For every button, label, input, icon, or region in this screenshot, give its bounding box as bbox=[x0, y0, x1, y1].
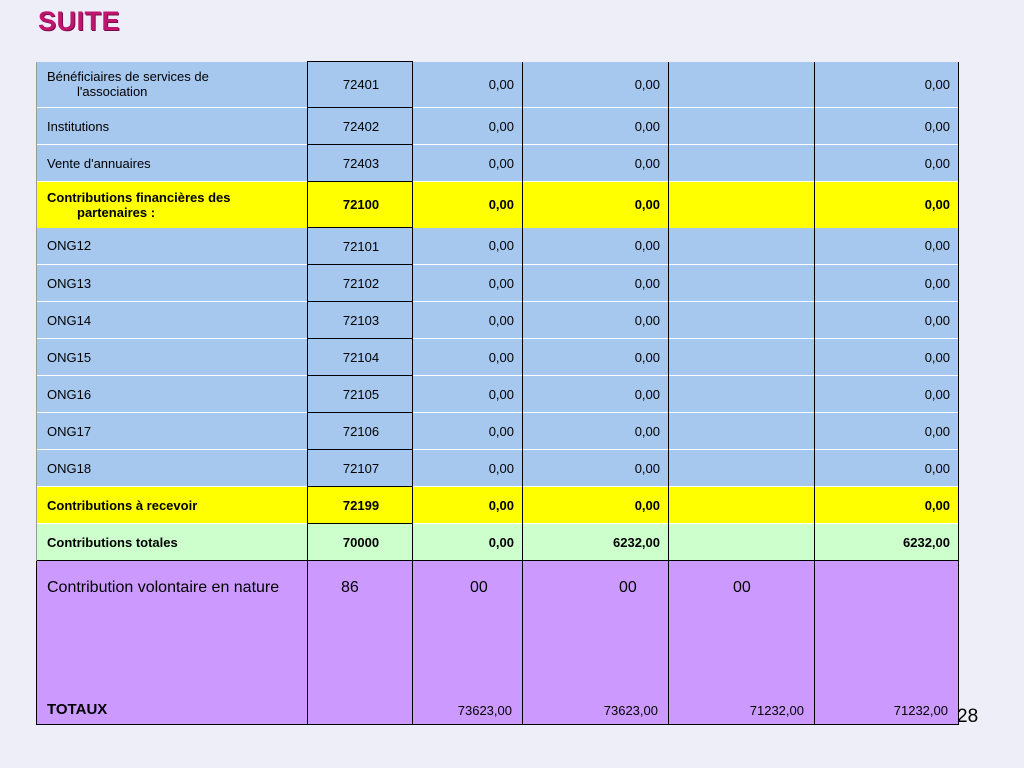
row-code: 72403 bbox=[308, 145, 413, 182]
nature-value: 00 bbox=[619, 579, 637, 596]
row-label: ONG16 bbox=[37, 376, 308, 413]
table-row bbox=[37, 228, 959, 265]
row-value: 0,00 bbox=[413, 265, 523, 302]
table-row bbox=[37, 145, 959, 182]
nature-value: 00 bbox=[470, 579, 488, 596]
row-code: 72105 bbox=[308, 376, 413, 413]
row-value bbox=[669, 376, 815, 413]
row-label: ONG12 bbox=[37, 228, 308, 265]
row-value: 0,00 bbox=[523, 145, 669, 182]
table-row bbox=[37, 265, 959, 302]
row-value: 0,00 bbox=[413, 228, 523, 265]
row-code: 72103 bbox=[308, 302, 413, 339]
row-code: 72402 bbox=[308, 108, 413, 145]
row-value: 0,00 bbox=[815, 413, 959, 450]
row-value bbox=[669, 108, 815, 145]
row-code: 72106 bbox=[308, 413, 413, 450]
row-value: 0,00 bbox=[413, 145, 523, 182]
nature-label: Contribution volontaire en nature bbox=[47, 579, 280, 596]
nature-code: 86 bbox=[341, 579, 359, 596]
row-value: 0,00 bbox=[413, 302, 523, 339]
row-value: 0,00 bbox=[815, 228, 959, 265]
row-code: 70000 bbox=[308, 524, 413, 561]
row-value: 0,00 bbox=[815, 62, 959, 108]
nature-c3-cell bbox=[669, 561, 815, 725]
table-row-subtotal bbox=[37, 487, 959, 524]
row-value: 6232,00 bbox=[815, 524, 959, 561]
table-row bbox=[37, 62, 959, 108]
totals-value: 73623,00 bbox=[457, 703, 512, 718]
row-value bbox=[669, 228, 815, 265]
row-value bbox=[669, 302, 815, 339]
row-value: 6232,00 bbox=[523, 524, 669, 561]
row-value bbox=[669, 339, 815, 376]
nature-c4-cell bbox=[815, 561, 959, 725]
nature-c1-cell bbox=[413, 561, 523, 725]
row-value bbox=[669, 524, 815, 561]
row-code: 72199 bbox=[308, 487, 413, 524]
row-value: 0,00 bbox=[815, 376, 959, 413]
row-value: 0,00 bbox=[815, 450, 959, 487]
table-row-totals bbox=[37, 561, 959, 725]
totals-value: 71232,00 bbox=[749, 703, 804, 718]
row-value: 0,00 bbox=[523, 487, 669, 524]
row-value: 0,00 bbox=[523, 450, 669, 487]
row-value bbox=[669, 413, 815, 450]
row-value: 0,00 bbox=[523, 182, 669, 228]
row-value: 0,00 bbox=[413, 62, 523, 108]
row-code: 72101 bbox=[308, 228, 413, 265]
row-label: Institutions bbox=[37, 108, 308, 145]
row-value: 0,00 bbox=[413, 524, 523, 561]
table-row-total bbox=[37, 524, 959, 561]
table-row bbox=[37, 108, 959, 145]
row-value bbox=[669, 182, 815, 228]
row-value: 0,00 bbox=[413, 487, 523, 524]
row-code: 72401 bbox=[308, 62, 413, 108]
row-value: 0,00 bbox=[413, 108, 523, 145]
row-label: ONG13 bbox=[37, 265, 308, 302]
row-value: 0,00 bbox=[815, 487, 959, 524]
row-value bbox=[669, 265, 815, 302]
slide-title: SUITE bbox=[38, 6, 121, 36]
row-label: Vente d'annuaires bbox=[37, 145, 308, 182]
row-value: 0,00 bbox=[413, 182, 523, 228]
totals-label: TOTAUX bbox=[47, 701, 108, 718]
table-row bbox=[37, 450, 959, 487]
row-label: Contributions financières des partenaires : bbox=[37, 182, 308, 228]
row-code: 72102 bbox=[308, 265, 413, 302]
table-row bbox=[37, 413, 959, 450]
row-label: Bénéficiaires de services de l'association bbox=[37, 62, 308, 108]
totals-value: 71232,00 bbox=[893, 703, 948, 718]
row-value: 0,00 bbox=[815, 108, 959, 145]
row-value: 0,00 bbox=[523, 413, 669, 450]
row-value: 0,00 bbox=[815, 339, 959, 376]
nature-label-cell bbox=[37, 561, 308, 725]
row-code: 72104 bbox=[308, 339, 413, 376]
table-row bbox=[37, 339, 959, 376]
row-value bbox=[669, 62, 815, 108]
totals-value: 73623,00 bbox=[603, 703, 658, 718]
row-value: 0,00 bbox=[523, 108, 669, 145]
row-value: 0,00 bbox=[413, 376, 523, 413]
row-label: Contributions à recevoir bbox=[37, 487, 308, 524]
row-value: 0,00 bbox=[413, 339, 523, 376]
nature-value: 00 bbox=[733, 579, 751, 596]
row-value: 0,00 bbox=[815, 265, 959, 302]
row-label: ONG18 bbox=[37, 450, 308, 487]
row-label: ONG17 bbox=[37, 413, 308, 450]
row-value: 0,00 bbox=[523, 302, 669, 339]
row-value: 0,00 bbox=[523, 265, 669, 302]
row-label: Contributions totales bbox=[37, 524, 308, 561]
table-row-subtotal bbox=[37, 182, 959, 228]
row-value: 0,00 bbox=[523, 62, 669, 108]
row-code: 72100 bbox=[308, 182, 413, 228]
nature-code-cell bbox=[308, 561, 413, 725]
nature-c2-cell bbox=[523, 561, 669, 725]
row-value: 0,00 bbox=[413, 413, 523, 450]
row-value bbox=[669, 450, 815, 487]
budget-table bbox=[36, 61, 959, 725]
table-row bbox=[37, 376, 959, 413]
table-row bbox=[37, 302, 959, 339]
row-value bbox=[669, 145, 815, 182]
row-label: ONG15 bbox=[37, 339, 308, 376]
row-value: 0,00 bbox=[523, 339, 669, 376]
row-value: 0,00 bbox=[523, 228, 669, 265]
page-number: 28 bbox=[957, 706, 979, 727]
row-value: 0,00 bbox=[815, 302, 959, 339]
row-code: 72107 bbox=[308, 450, 413, 487]
row-value: 0,00 bbox=[523, 376, 669, 413]
row-value: 0,00 bbox=[413, 450, 523, 487]
row-value: 0,00 bbox=[815, 182, 959, 228]
row-value bbox=[669, 487, 815, 524]
row-label: ONG14 bbox=[37, 302, 308, 339]
row-value: 0,00 bbox=[815, 145, 959, 182]
